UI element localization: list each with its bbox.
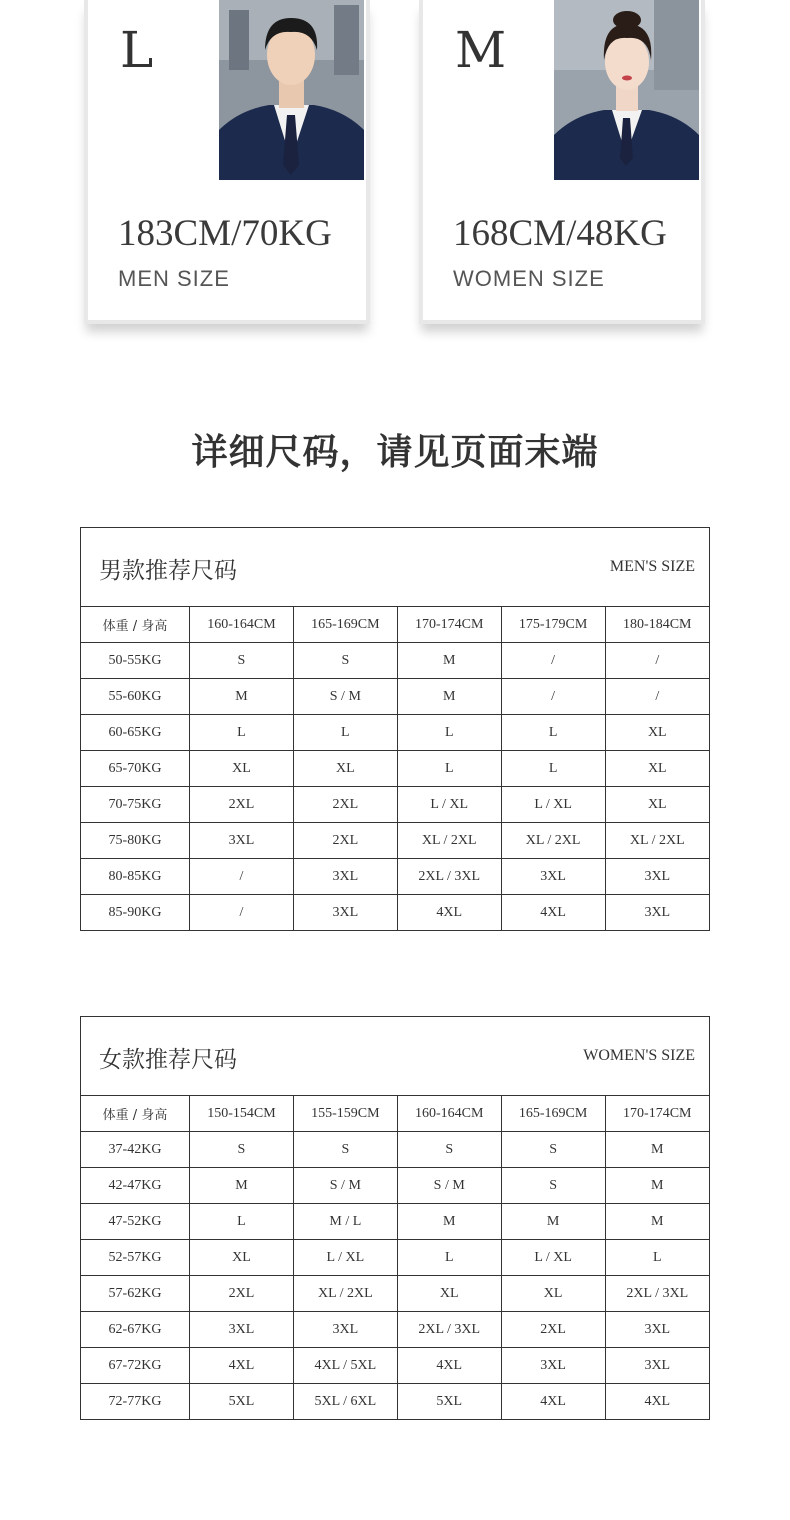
table-cell: XL / 2XL [293,1276,397,1312]
table-cell: 4XL [397,895,501,931]
women-size-table [80,1016,710,1420]
table-row [81,1132,709,1168]
column-header: 体重 / 身高 [81,1096,190,1132]
table-cell: 47-52KG [81,1204,190,1240]
table-cell: XL [190,751,294,787]
table-row [81,1276,709,1312]
men-table-header [81,528,709,607]
table-cell: 75-80KG [81,823,190,859]
table-cell: S / M [293,1168,397,1204]
women-table-header [81,1017,709,1096]
men-table-title-en: MEN'S SIZE [609,558,695,575]
table-cell: S [293,643,397,679]
table-cell: XL [605,715,709,751]
table-cell: S [190,1132,294,1168]
table-row [81,679,709,715]
table-header-row [81,607,709,643]
table-cell: M [605,1204,709,1240]
table-cell: S / M [293,679,397,715]
table-cell: 3XL [644,904,671,920]
women-size-grid [81,1096,709,1419]
men-size-grid [81,607,709,930]
women-table-title-en: WOMEN'S SIZE [583,1047,695,1064]
table-cell: 5XL [397,1384,501,1420]
table-cell: 3XL [501,1348,605,1384]
column-header: 170-174CM [605,1096,709,1132]
table-cell: XL [397,1276,501,1312]
section-heading: 详细尺码，请见页面末端 [191,432,599,473]
table-cell: 5XL [190,1384,294,1420]
table-cell: M [190,679,294,715]
table-cell: L / XL [501,787,605,823]
table-cell: 4XL [501,1384,605,1420]
table-cell: L / XL [501,1240,605,1276]
table-cell: S [501,1132,605,1168]
table-row [81,751,709,787]
column-header: 165-169CM [293,607,397,643]
table-cell: L [397,1240,501,1276]
table-cell: XL / 2XL [397,823,501,859]
table-cell: M [397,643,501,679]
table-row [81,643,709,679]
table-cell: 42-47KG [81,1168,190,1204]
table-cell: 2XL / 3XL [397,1312,501,1348]
table-cell: 3XL [190,1312,294,1348]
table-cell: M / L [293,1204,397,1240]
table-row [81,1204,709,1240]
men-size-card [84,0,370,324]
table-cell: / [190,859,294,895]
table-row [81,787,709,823]
table-cell: XL [293,751,397,787]
column-header: 155-159CM [293,1096,397,1132]
table-row [81,1312,709,1348]
table-cell: S [397,1132,501,1168]
table-cell: 72-77KG [81,1384,190,1420]
table-cell: S / M [397,1168,501,1204]
table-row [81,823,709,859]
column-header: 180-184CM [605,607,709,643]
table-cell: 57-62KG [81,1276,190,1312]
table-cell: L / XL [397,787,501,823]
table-header-row [81,1096,709,1132]
table-cell: 65-70KG [81,751,190,787]
table-row [81,1348,709,1384]
table-cell: L [605,1240,709,1276]
table-cell: M [605,1168,709,1204]
table-cell: M [190,1168,294,1204]
table-cell: 60-65KG [81,715,190,751]
women-model-photo [554,0,699,180]
table-cell: 3XL [293,859,397,895]
table-cell: L [397,751,501,787]
table-cell: M [397,679,501,715]
table-cell: XL [501,1276,605,1312]
table-cell: 3XL [605,1348,709,1384]
table-cell: XL [605,787,709,823]
table-cell: 62-67KG [81,1312,190,1348]
column-header: 160-164CM [190,607,294,643]
table-cell: 80-85KG [81,859,190,895]
women-size-letter: M [455,21,507,79]
table-cell: L [397,715,501,751]
men-size-letter: L [120,21,154,79]
table-cell: XL [605,751,709,787]
table-cell: 2XL [190,787,294,823]
table-cell: L [501,715,605,751]
table-cell: 3XL [501,859,605,895]
men-size-label: MEN SIZE [118,266,230,291]
women-table-title-cn: 女款推荐尺码 [99,1047,237,1073]
women-size-label: WOMEN SIZE [453,266,605,291]
table-cell: / [190,895,294,931]
table-cell: 37-42KG [81,1132,190,1168]
column-header: 170-174CM [397,607,501,643]
table-cell: 2XL [293,823,397,859]
table-row [81,715,709,751]
table-cell: 85-90KG [81,895,190,931]
table-cell: 50-55KG [81,643,190,679]
table-cell: 4XL [190,1348,294,1384]
women-height-weight: 168CM/48KG [453,213,667,254]
table-cell: L [190,715,294,751]
table-cell: 2XL [293,787,397,823]
table-cell: XL / 2XL [605,823,709,859]
table-cell: L / XL [293,1240,397,1276]
table-cell: 5XL / 6XL [293,1384,397,1420]
table-cell: / [605,679,709,715]
table-cell: 2XL [501,1312,605,1348]
table-cell: XL [190,1240,294,1276]
men-size-table [80,527,710,931]
table-cell: M [501,1204,605,1240]
table-cell: / [605,643,709,679]
table-cell: 3XL [605,859,709,895]
table-cell: 4XL [397,1348,501,1384]
men-table-title-cn: 男款推荐尺码 [99,558,237,584]
table-cell: 4XL [644,1393,671,1409]
table-cell: 3XL [190,823,294,859]
table-cell: 2XL / 3XL [605,1276,709,1312]
table-cell: 52-57KG [81,1240,190,1276]
women-size-card [419,0,705,324]
table-cell: 3XL [293,895,397,931]
table-cell: 3XL [293,1312,397,1348]
column-header: 150-154CM [190,1096,294,1132]
column-header: 175-179CM [501,607,605,643]
table-cell: XL / 2XL [501,823,605,859]
column-header: 165-169CM [501,1096,605,1132]
table-cell: S [293,1132,397,1168]
men-model-photo [219,0,364,180]
table-cell: L [293,715,397,751]
table-row [81,1168,709,1204]
column-header: 体重 / 身高 [81,607,190,643]
table-cell: 67-72KG [81,1348,190,1384]
table-cell: / [501,679,605,715]
table-cell: 70-75KG [81,787,190,823]
table-row [81,895,709,931]
table-cell: / [501,643,605,679]
men-height-weight: 183CM/70KG [118,213,332,254]
table-cell: S [501,1168,605,1204]
table-cell: 4XL / 5XL [293,1348,397,1384]
table-cell: 55-60KG [81,679,190,715]
column-header: 160-164CM [397,1096,501,1132]
table-cell: 4XL [501,895,605,931]
table-cell: S [190,643,294,679]
table-cell: M [605,1132,709,1168]
table-cell: 2XL / 3XL [397,859,501,895]
table-cell: L [501,751,605,787]
table-cell: 2XL [190,1276,294,1312]
table-row [81,859,709,895]
table-cell: 3XL [605,1312,709,1348]
table-cell: L [190,1204,294,1240]
table-row [81,1240,709,1276]
table-cell: M [397,1204,501,1240]
table-row [81,1384,709,1420]
